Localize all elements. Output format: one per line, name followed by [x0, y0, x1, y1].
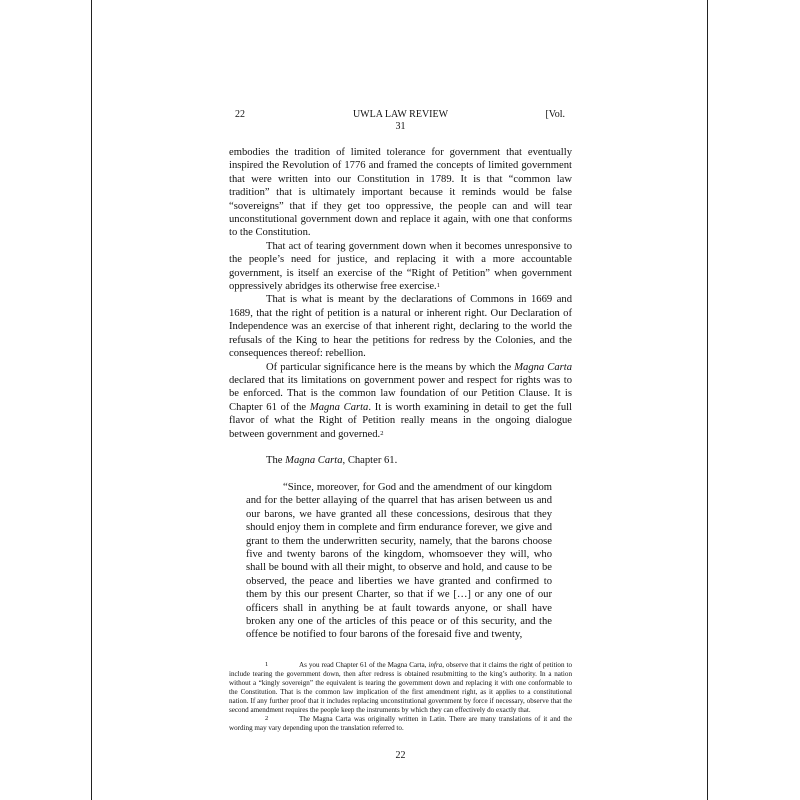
footer-page-number: 22: [395, 750, 406, 761]
footnote-2-text: The Magna Carta was originally written in Latin. There are many translations of it and the wording may vary depending upon the translation referred to.: [229, 715, 572, 732]
heading-text-b: , Chapter 61.: [342, 454, 398, 466]
paragraph-4: [229, 361, 572, 441]
header-volume-number: 31: [395, 121, 406, 132]
footnote-1-text-a: As you read Chapter 61 of the Magna Carta,: [299, 661, 429, 669]
section-heading: [229, 454, 572, 467]
paragraph-4-text-c: . It is worth examining in detail to get the full flavor of what the Right of Petition really means in the ongoing dialogue between government and governed.: [229, 401, 572, 440]
body-text: [229, 146, 572, 467]
paragraph-3: That is what is meant by the declarations of Commons in 1669 and 1689, that the right of petition is a natural or inherent right. Our Declaration of Independence was an exercise of that inherent right, declaring to the world the refusals of the King to hear the petitions for redress by the Colonies, and the consequences thereof: rebellion.: [229, 294, 572, 360]
paragraph-2-text: That act of tearing government down when it becomes unresponsive to the people’s need for justice, and replacing it with a more accountable government, is itself an exercise of the “Right of Petition” when government oppressively abridges its otherwise free exercise.: [229, 240, 572, 293]
footnote-1-text-b: , observe that it claims the right of petition to include tearing the government down, then after redress is obtained resubmitting to the king’s authority. In a nation without a “kingly sovereign” the equivalent is tearing the government down and replacing it with one conformable to the Constitution. That is the common law implication of the first amendment right, as it applies to a constitutional nation. If any further proof that it includes replacing unconstitutional government by force if necessary, observe that the second amendment requires the people keep the instruments by which they can effectively do exactly that.: [229, 661, 572, 714]
block-quote: [246, 481, 552, 642]
footnote-ref-2[interactable]: 2: [380, 429, 384, 437]
paragraph-4-italic-1: Magna Carta: [514, 361, 572, 373]
header-page-number: 22: [235, 109, 245, 120]
paragraph-4-text-a: Of particular significance here is the means by which the: [266, 361, 515, 373]
footnote-2-number: 2: [265, 715, 269, 722]
paragraph-2: [229, 240, 572, 294]
paragraph-1: embodies the tradition of limited tolerance for government that eventually inspired the Revolution of 1776 and framed the concepts of limited government that were written into our Constitution in 1789. It is that “common law tradition” that is ultimately important because it reminds would be false “sovereigns” that if they get too oppressive, the people can and will tear unconstitutional government down and replace it again, with one that conforms to the Constitution.: [229, 147, 572, 239]
footnote-1-number: 1: [265, 661, 269, 668]
paragraph-4-text-b: declared that its limitations on government power and respect for rights was to be enforced. That is the common law foundation of our Petition Clause. It is Chapter 61 of the: [229, 374, 572, 413]
heading-italic: Magna Carta: [285, 454, 343, 466]
footnote-1: [229, 661, 572, 715]
footnote-ref-1[interactable]: 1: [436, 282, 440, 290]
quote-text: “Since, moreover, for God and the amendment of our kingdom and for the better allaying of the quarrel that has arisen between us and our barons, we have granted all these concessions, desirous that they should enjoy them in complete and firm endurance forever, we give and grant to them the underwritten security, namely, that the barons choose five and twenty barons of the kingdom, whomsoever they will, who shall be bound with all their might, to observe and hold, and cause to be observed, the peace and liberties we have granted and confirmed to them by this our present Charter, so that if we […] or any one of our officers shall in anything be at fault towards anyone, or shall have broken any one of the articles of this peace or of this security, and the offence be notified to four barons of the foresaid five and twenty,: [246, 482, 552, 641]
footnote-2: [229, 715, 572, 733]
footnote-1-italic: infra: [428, 661, 443, 669]
paragraph-4-italic-2: Magna Carta: [309, 401, 369, 413]
header-volume-prefix: [Vol.: [545, 109, 565, 120]
heading-text-a: The: [266, 454, 286, 466]
header-journal-title: UWLA LAW REVIEW: [352, 109, 449, 120]
footnotes: [229, 661, 572, 733]
